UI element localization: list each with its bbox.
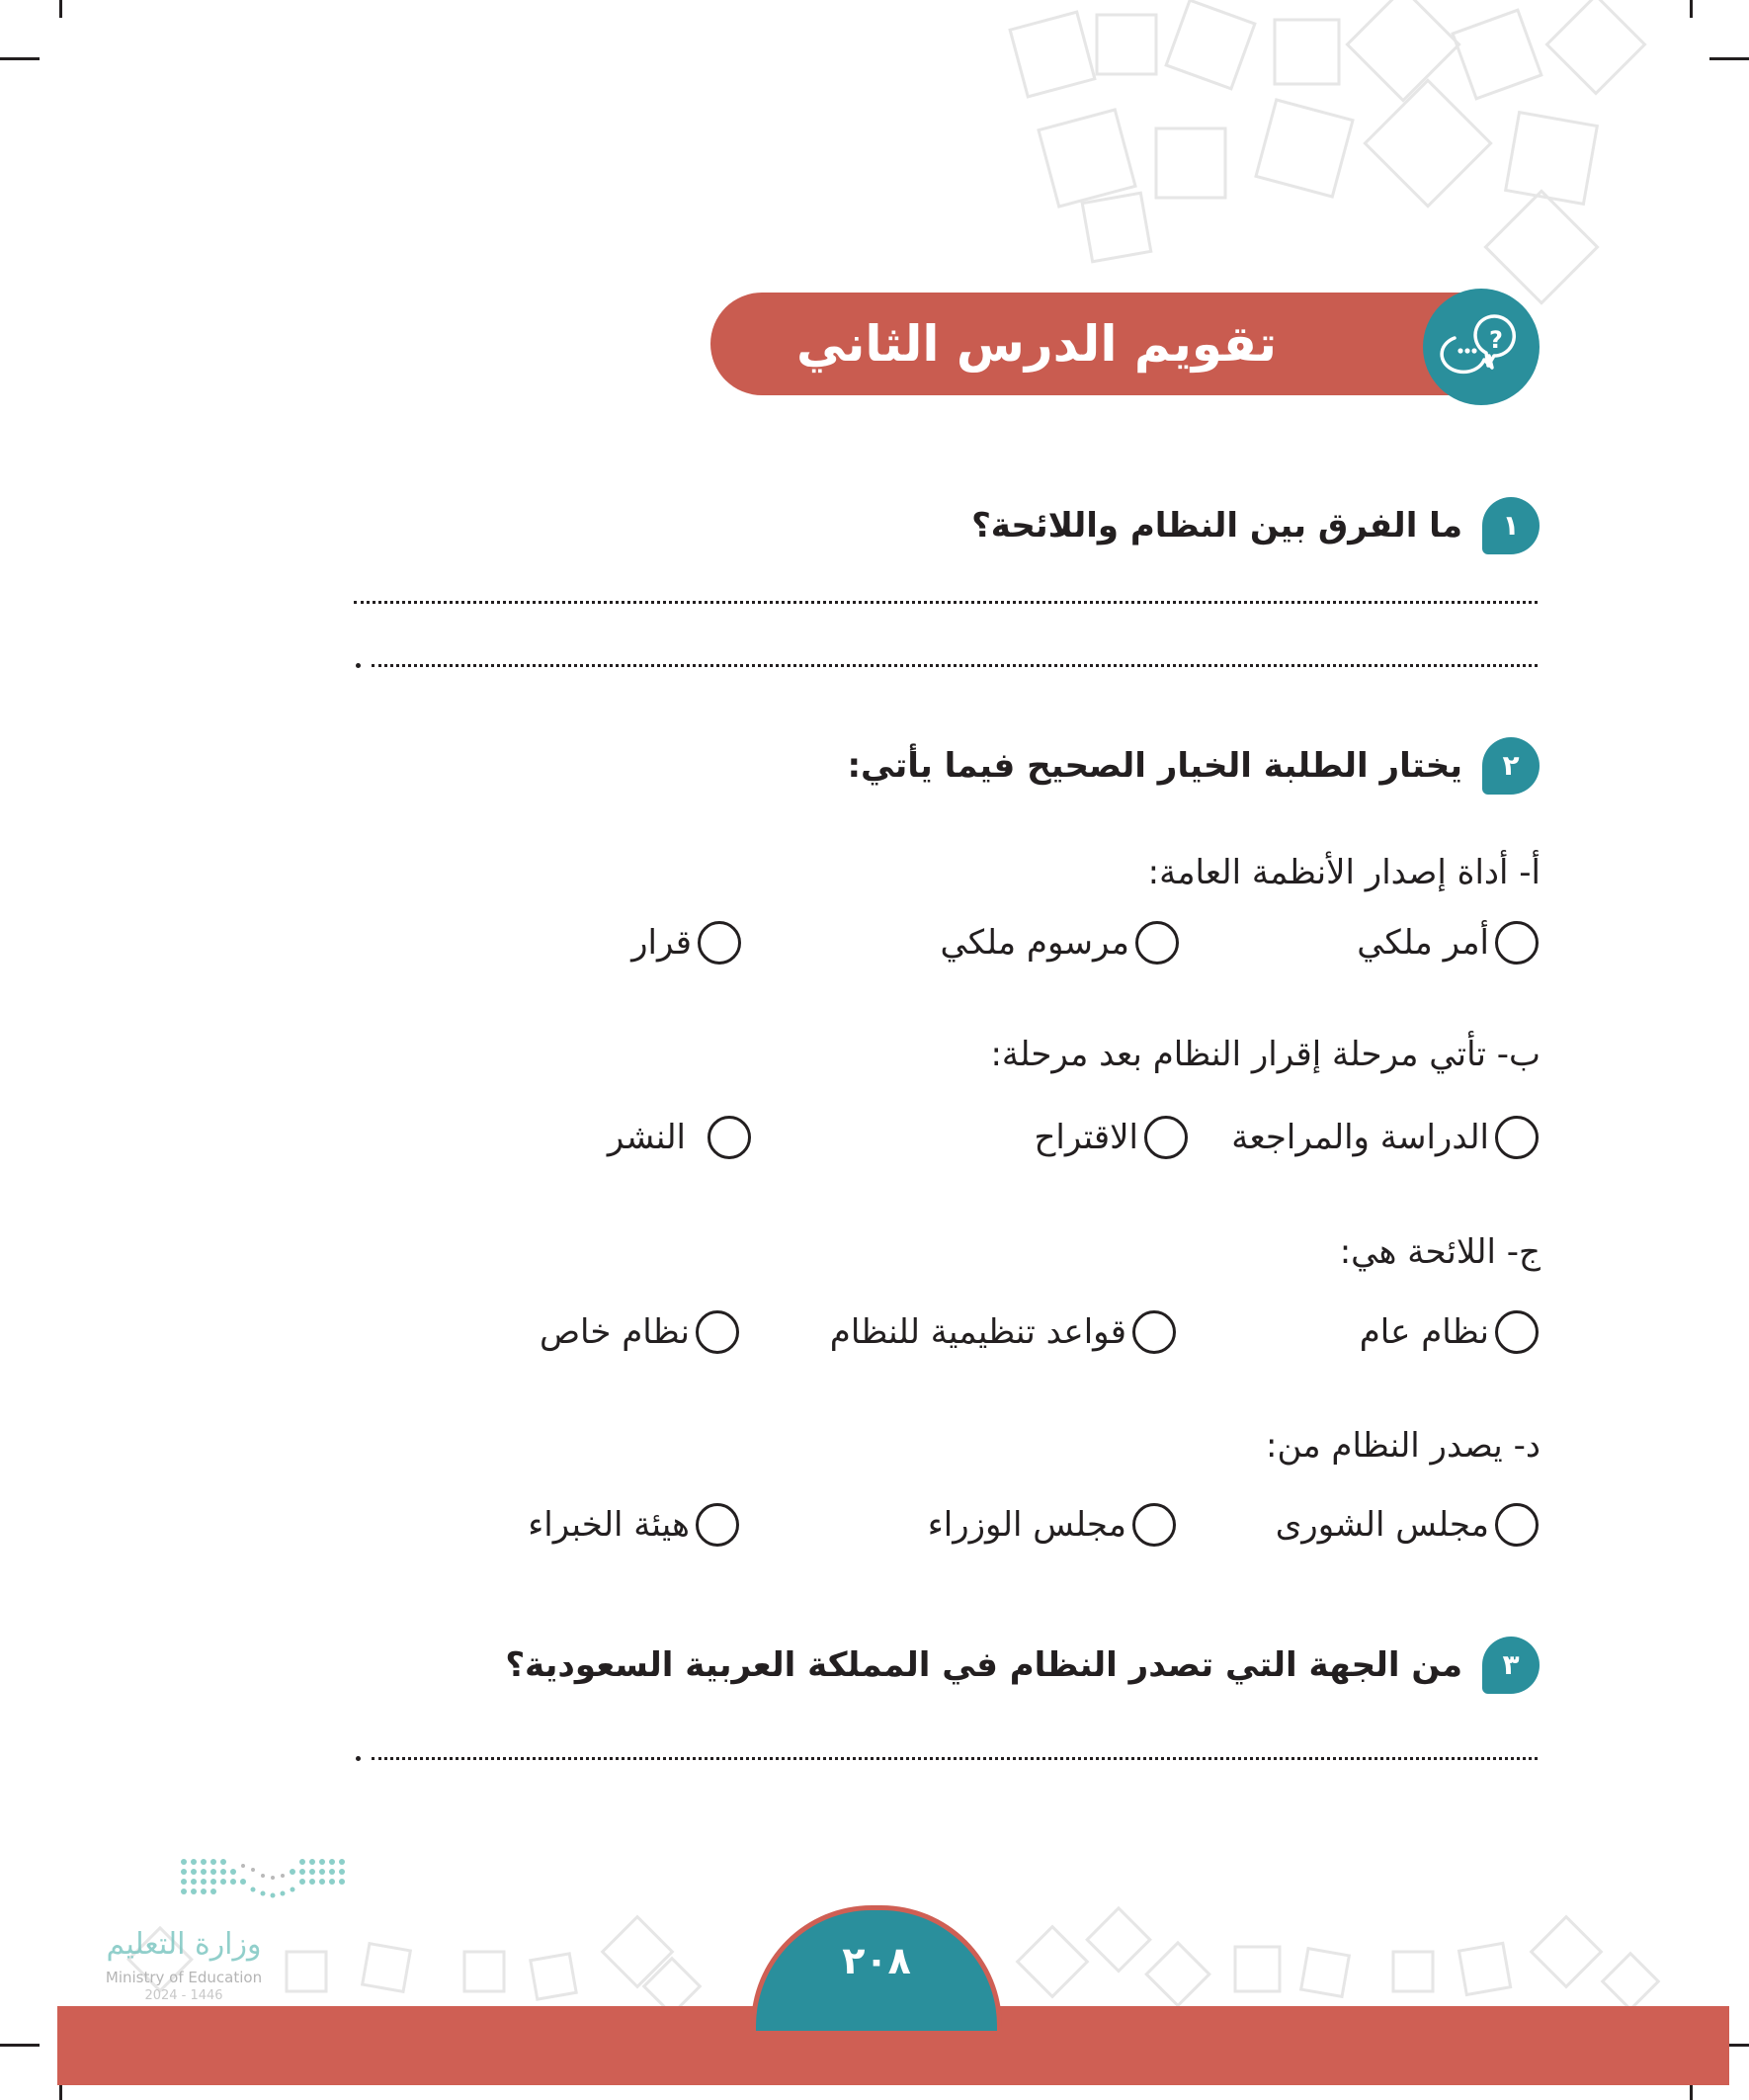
line-end-dot [356,663,361,668]
question-number-badge: ٢ [1482,737,1540,795]
question-3-text: من الجهة التي تصدر النظام في المملكة العربية السعودية؟ [505,1645,1462,1685]
question-number-badge: ٣ [1482,1637,1540,1694]
page-number: ٢٠٨ [842,1939,911,1982]
radio-button[interactable] [708,1116,751,1159]
option-2c-2[interactable]: قواعد تنظيمية للنظام [830,1304,1176,1360]
question-2a-label: أ- أداة إصدار الأنظمة العامة: [1147,853,1541,892]
question-2c-label: ج- اللائحة هي: [1339,1232,1541,1272]
ministry-dots-logo [178,1856,352,1911]
option-2a-1[interactable]: أمر ملكي [1357,915,1539,970]
question-2b-label: ب- تأتي مرحلة إقرار النظام بعد مرحلة: [990,1035,1541,1074]
ministry-logo-arabic: وزارة التعليم [106,1927,262,1962]
option-2d-1[interactable]: مجلس الشورى [1276,1497,1539,1553]
answer-line[interactable] [354,601,1538,604]
answer-line[interactable] [372,664,1538,667]
option-2a-2[interactable]: مرسوم ملكي [941,915,1179,970]
question-2-text: يختار الطلبة الخيار الصحيح فيما يأتي: [847,746,1462,786]
option-2b-3[interactable]: النشر [608,1110,751,1165]
question-number-badge: ١ [1482,497,1540,554]
radio-button[interactable] [1132,1310,1176,1354]
radio-button[interactable] [1495,1116,1539,1159]
option-2c-1[interactable]: نظام عام [1360,1304,1539,1360]
option-2d-3[interactable]: هيئة الخبراء [528,1497,739,1553]
question-1-text: ما الفرق بين النظام واللائحة؟ [971,506,1462,546]
page-title: تقويم الدرس الثاني والعشرين [796,315,1277,475]
radio-button[interactable] [696,1503,739,1547]
question-chat-bubble-icon [1423,289,1540,405]
question-2d-label: د- يصدر النظام من: [1266,1426,1541,1466]
line-end-dot [356,1756,361,1761]
option-2b-1[interactable]: الدراسة والمراجعة [1231,1110,1539,1165]
answer-line[interactable] [372,1757,1538,1760]
radio-button[interactable] [698,921,741,965]
radio-button[interactable] [1495,1503,1539,1547]
option-2b-2[interactable]: الاقتراح [1034,1110,1188,1165]
option-2c-3[interactable]: نظام خاص [540,1304,739,1360]
radio-button[interactable] [1495,921,1539,965]
ministry-logo-year: 2024 - 1446 [144,1988,223,2003]
ministry-logo-english: Ministry of Education [105,1969,263,1986]
radio-button[interactable] [1495,1310,1539,1354]
option-2d-2[interactable]: مجلس الوزراء [928,1497,1176,1553]
radio-button[interactable] [1132,1503,1176,1547]
svg-text:?: ? [1489,326,1503,354]
radio-button[interactable] [1135,921,1179,965]
option-2a-3[interactable]: قرار [631,915,741,970]
radio-button[interactable] [1144,1116,1188,1159]
radio-button[interactable] [696,1310,739,1354]
